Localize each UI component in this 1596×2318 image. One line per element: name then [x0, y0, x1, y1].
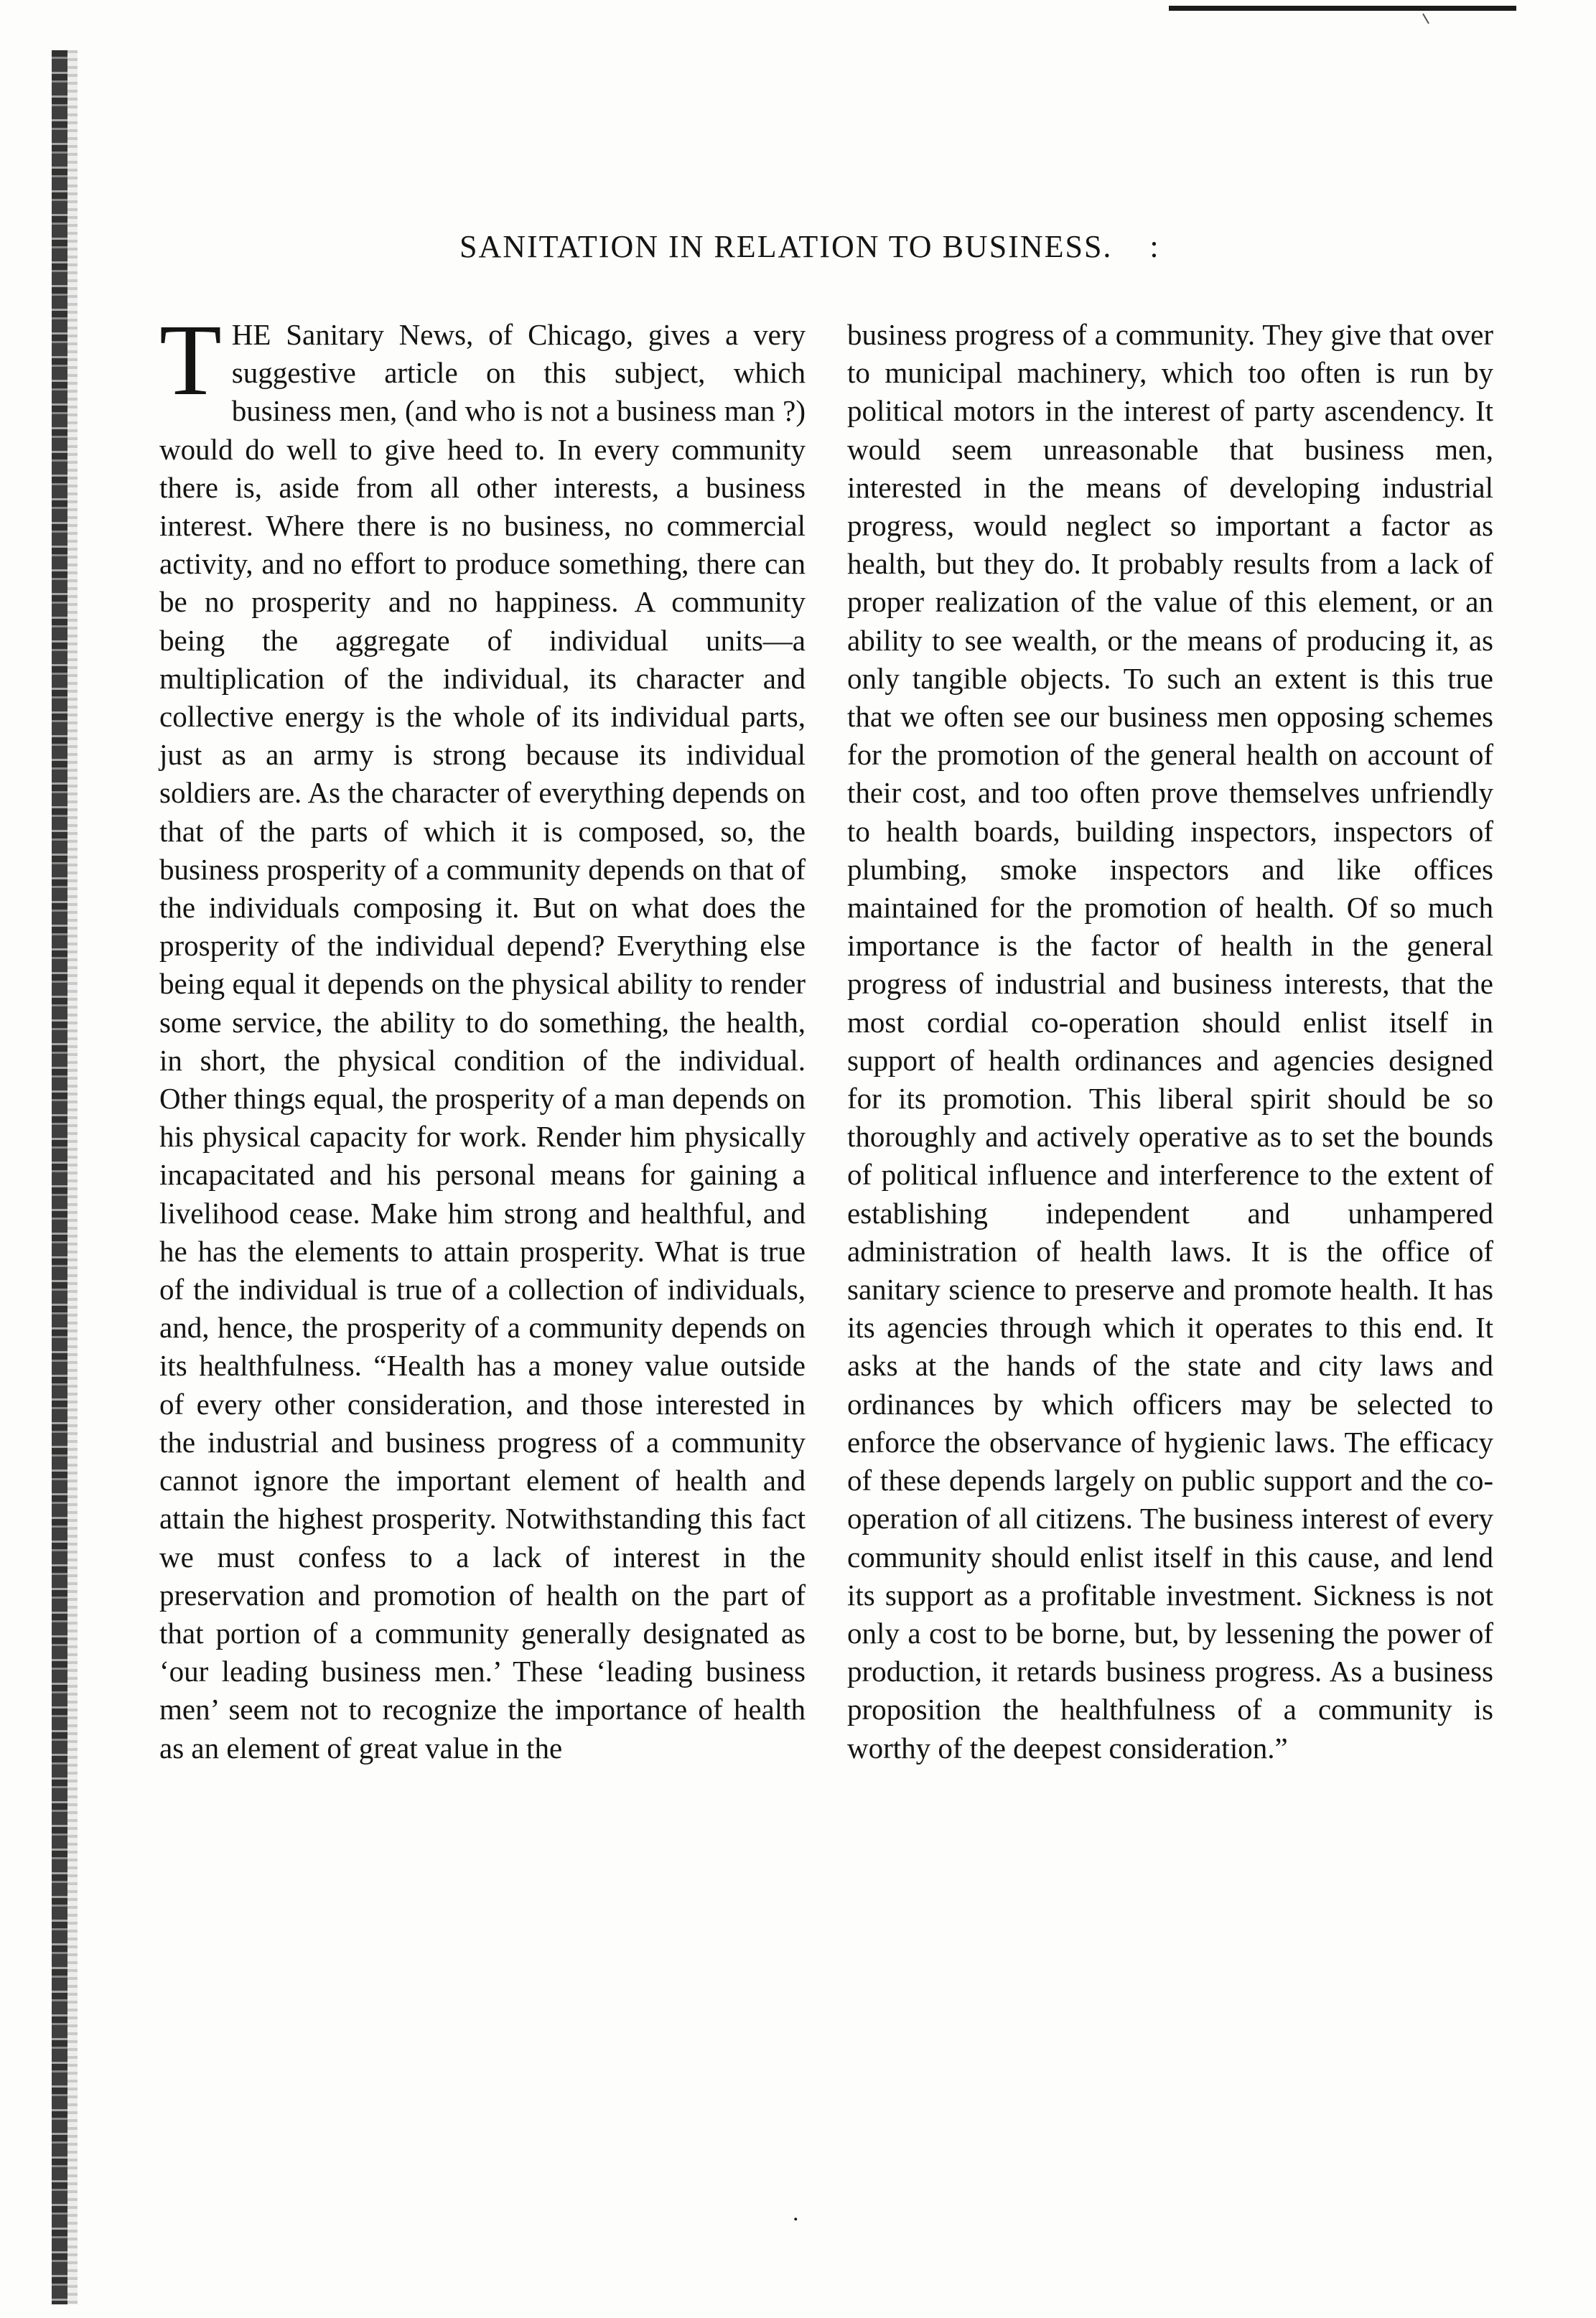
article-title	[459, 228, 1278, 265]
left-column-paragraph	[159, 303, 806, 1767]
footer-mark: .	[793, 2200, 799, 2226]
article-title-text: SANITATION IN RELATION TO BUSINESS.	[459, 229, 1113, 264]
top-rule	[1169, 6, 1516, 11]
right-column-text: business progress of a community. They give that over to municipal machinery, which too often is run by political motors in the interest of party ascendency. It would seem unreasonable that business men, interested in the means of developing industrial progress, would neglect so important a factor as health, but they do. It probably results from a lack of proper realization of the value of this element, or an ability to see wealth, or the means of producing it, as only tangible objects. To such an extent is this true that we often see our business men opposing schemes for the promotion of the general health on account of their cost, and too often prove themselves unfriendly to health boards, building inspectors, inspectors of plumbing, smoke inspectors and like offices maintained for the promotion of health. Of so much importance is the factor of health in the general progress of industrial and business interests, that the most cordial co-operation should enlist itself in support of health ordinances and agencies designed for its promotion. This liberal spirit should be so thoroughly and actively operative as to set the bounds of political influence and interference to the extent of establishing independent and unhampered administration of health laws. It is the office of sanitary science to preserve and promote health. It has its agencies through which it operates to this end. It asks at the hands of the state and city laws and ordinances by which officers may be selected to enforce the observance of hygienic laws. The efficacy of these depends largely on public support and the co-operation of all citizens. The business interest of every community should enlist itself in this cause, and lend its support as a profitable investment. Sickness is not only a cost to be borne, but, by lessening the power of production, it retards business progress. As a business proposition the healthfulness of a community is worthy of the deepest consideration.”	[847, 318, 1493, 1765]
binding-edge-strip	[52, 50, 67, 2304]
top-rule-tick	[1422, 14, 1429, 24]
drop-cap: T	[159, 303, 222, 416]
left-column	[159, 303, 806, 1767]
right-column	[847, 316, 1493, 1767]
title-mark: :	[1149, 229, 1160, 264]
binding-edge-shade	[67, 50, 78, 2304]
left-column-text: HE Sanitary News, of Chicago, gives a very suggestive article on this subject, which business men, (and who is not a business man ?) would do well to give heed to. In every community there is, aside from all other interests, a business interest. Where there is no business, no commercial activity, and no effort to produce something, there can be no prosperity and no happiness. A community being the aggregate of individual units—a multiplication of the individual, its character and collective energy is the whole of its individual parts, just as an army is strong because its individual soldiers are. As the character of everything depends on that of the parts of which it is composed, so, the business prosperity of a community depends on that of the individuals composing it. But on what does the prosperity of the individual depend? Everything else being equal it depends on the physical ability to render some service, the ability to do something, the health, in short, the physical condition of the individual. Other things equal, the prosperity of a man depends on his physical capacity for work. Render him physically incapacitated and his personal means for gaining a livelihood cease. Make him strong and healthful, and he has the elements to attain prosperity. What is true of the individual is true of a collection of individuals, and, hence, the prosperity of a community depends on its healthfulness. “Health has a money value outside of every other consideration, and those interested in the industrial and business progress of a community cannot ignore the important element of health and attain the highest prosperity. Notwithstanding this fact we must confess to a lack of interest in the preservation and promotion of health on the part of that portion of a community generally designated as ‘our leading business men.’ These ‘leading business men’ seem not to recognize the importance of health as an element of great value in the	[159, 318, 806, 1765]
